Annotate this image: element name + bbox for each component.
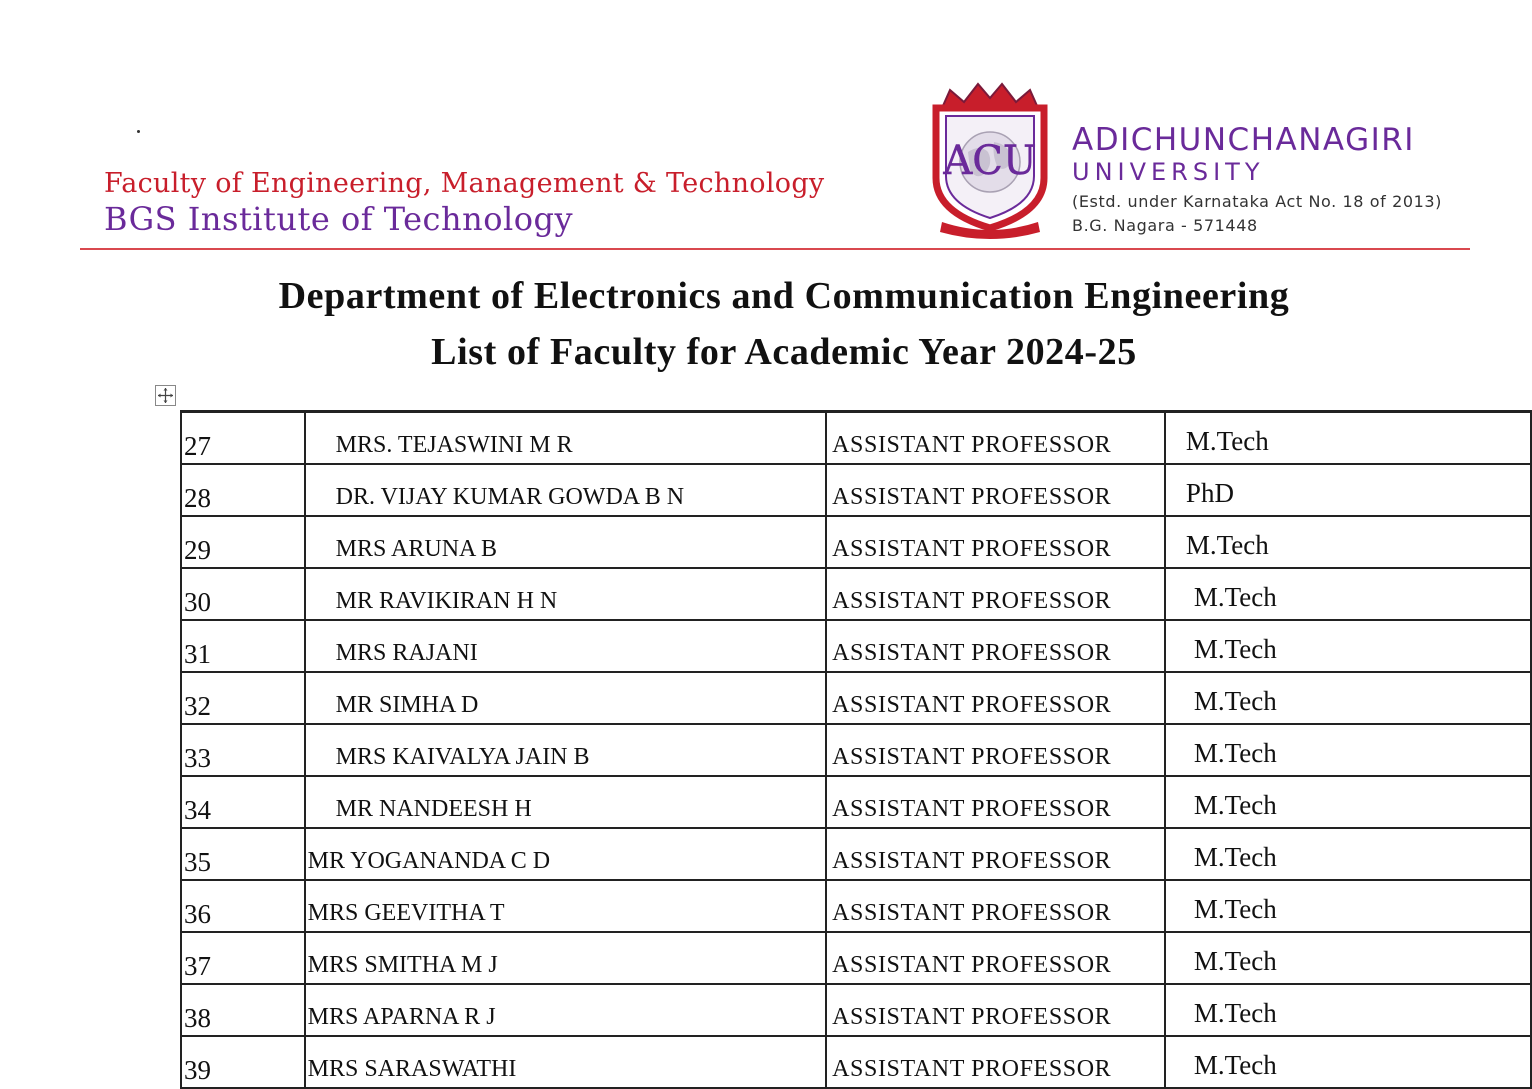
faculty-name-cell: MR SIMHA D (305, 672, 826, 724)
university-crest-icon (928, 82, 1052, 240)
university-subtitle: UNIVERSITY (1072, 158, 1265, 186)
stray-dot (137, 130, 140, 133)
list-title: List of Faculty for Academic Year 2024-25 (431, 331, 1137, 373)
designation-cell: ASSISTANT PROFESSOR (826, 724, 1165, 776)
table-row (181, 516, 1531, 568)
designation-cell: ASSISTANT PROFESSOR (826, 516, 1165, 568)
qualification-cell: M.Tech (1165, 412, 1531, 465)
department-title: Department of Electronics and Communication Engineering (278, 275, 1290, 317)
faculty-name-cell: MR NANDEESH H (305, 776, 826, 828)
faculty-table-body (181, 412, 1531, 1089)
table-row (181, 776, 1531, 828)
serial-number-cell: 27 (181, 412, 305, 465)
serial-number-cell: 30 (181, 568, 305, 620)
designation-cell: ASSISTANT PROFESSOR (826, 880, 1165, 932)
qualification-cell: M.Tech (1165, 880, 1531, 932)
institute-name: BGS Institute of Technology (104, 200, 574, 238)
qualification-cell: M.Tech (1165, 568, 1531, 620)
faculty-name-cell: MR RAVIKIRAN H N (305, 568, 826, 620)
serial-number-cell: 29 (181, 516, 305, 568)
qualification-cell: M.Tech (1165, 828, 1531, 880)
qualification-cell: M.Tech (1165, 672, 1531, 724)
table-row (181, 620, 1531, 672)
qualification-cell: M.Tech (1165, 932, 1531, 984)
designation-cell: ASSISTANT PROFESSOR (826, 412, 1165, 465)
faculty-name-cell: MR YOGANANDA C D (305, 828, 826, 880)
designation-cell: ASSISTANT PROFESSOR (826, 984, 1165, 1036)
table-row (181, 672, 1531, 724)
serial-number-cell: 34 (181, 776, 305, 828)
logo-letters: ACU (943, 138, 1037, 184)
designation-cell: ASSISTANT PROFESSOR (826, 776, 1165, 828)
table-row (181, 932, 1531, 984)
faculty-table (180, 410, 1532, 1089)
faculty-name-cell: DR. VIJAY KUMAR GOWDA B N (305, 464, 826, 516)
qualification-cell: M.Tech (1165, 724, 1531, 776)
table-row (181, 464, 1531, 516)
qualification-cell: PhD (1165, 464, 1531, 516)
serial-number-cell: 28 (181, 464, 305, 516)
serial-number-cell: 35 (181, 828, 305, 880)
table-row (181, 724, 1531, 776)
qualification-cell: M.Tech (1165, 984, 1531, 1036)
qualification-cell: M.Tech (1165, 1036, 1531, 1088)
serial-number-cell: 36 (181, 880, 305, 932)
faculty-name-cell: MRS KAIVALYA JAIN B (305, 724, 826, 776)
faculty-line: Faculty of Engineering, Management & Technology (104, 168, 825, 199)
serial-number-cell: 39 (181, 1036, 305, 1088)
university-name: ADICHUNCHANAGIRI (1072, 122, 1415, 158)
designation-cell: ASSISTANT PROFESSOR (826, 620, 1165, 672)
designation-cell: ASSISTANT PROFESSOR (826, 1036, 1165, 1088)
serial-number-cell: 31 (181, 620, 305, 672)
table-row (181, 1036, 1531, 1088)
university-establishment: (Estd. under Karnataka Act No. 18 of 2013) (1072, 192, 1443, 211)
serial-number-cell: 32 (181, 672, 305, 724)
move-icon (156, 386, 175, 405)
faculty-name-cell: MRS RAJANI (305, 620, 826, 672)
table-row (181, 880, 1531, 932)
serial-number-cell: 33 (181, 724, 305, 776)
serial-number-cell: 38 (181, 984, 305, 1036)
qualification-cell: M.Tech (1165, 516, 1531, 568)
faculty-name-cell: MRS APARNA R J (305, 984, 826, 1036)
qualification-cell: M.Tech (1165, 776, 1531, 828)
faculty-name-cell: MRS SMITHA M J (305, 932, 826, 984)
serial-number-cell: 37 (181, 932, 305, 984)
university-address: B.G. Nagara - 571448 (1072, 216, 1258, 235)
qualification-cell: M.Tech (1165, 620, 1531, 672)
table-row (181, 984, 1531, 1036)
faculty-name-cell: MRS ARUNA B (305, 516, 826, 568)
header-divider (80, 248, 1470, 250)
faculty-name-cell: MRS. TEJASWINI M R (305, 412, 826, 465)
table-move-handle[interactable] (155, 385, 176, 406)
faculty-name-cell: MRS SARASWATHI (305, 1036, 826, 1088)
table-row (181, 568, 1531, 620)
faculty-name-cell: MRS GEEVITHA T (305, 880, 826, 932)
designation-cell: ASSISTANT PROFESSOR (826, 672, 1165, 724)
table-row (181, 828, 1531, 880)
table-row (181, 412, 1531, 465)
designation-cell: ASSISTANT PROFESSOR (826, 932, 1165, 984)
designation-cell: ASSISTANT PROFESSOR (826, 464, 1165, 516)
designation-cell: ASSISTANT PROFESSOR (826, 568, 1165, 620)
designation-cell: ASSISTANT PROFESSOR (826, 828, 1165, 880)
